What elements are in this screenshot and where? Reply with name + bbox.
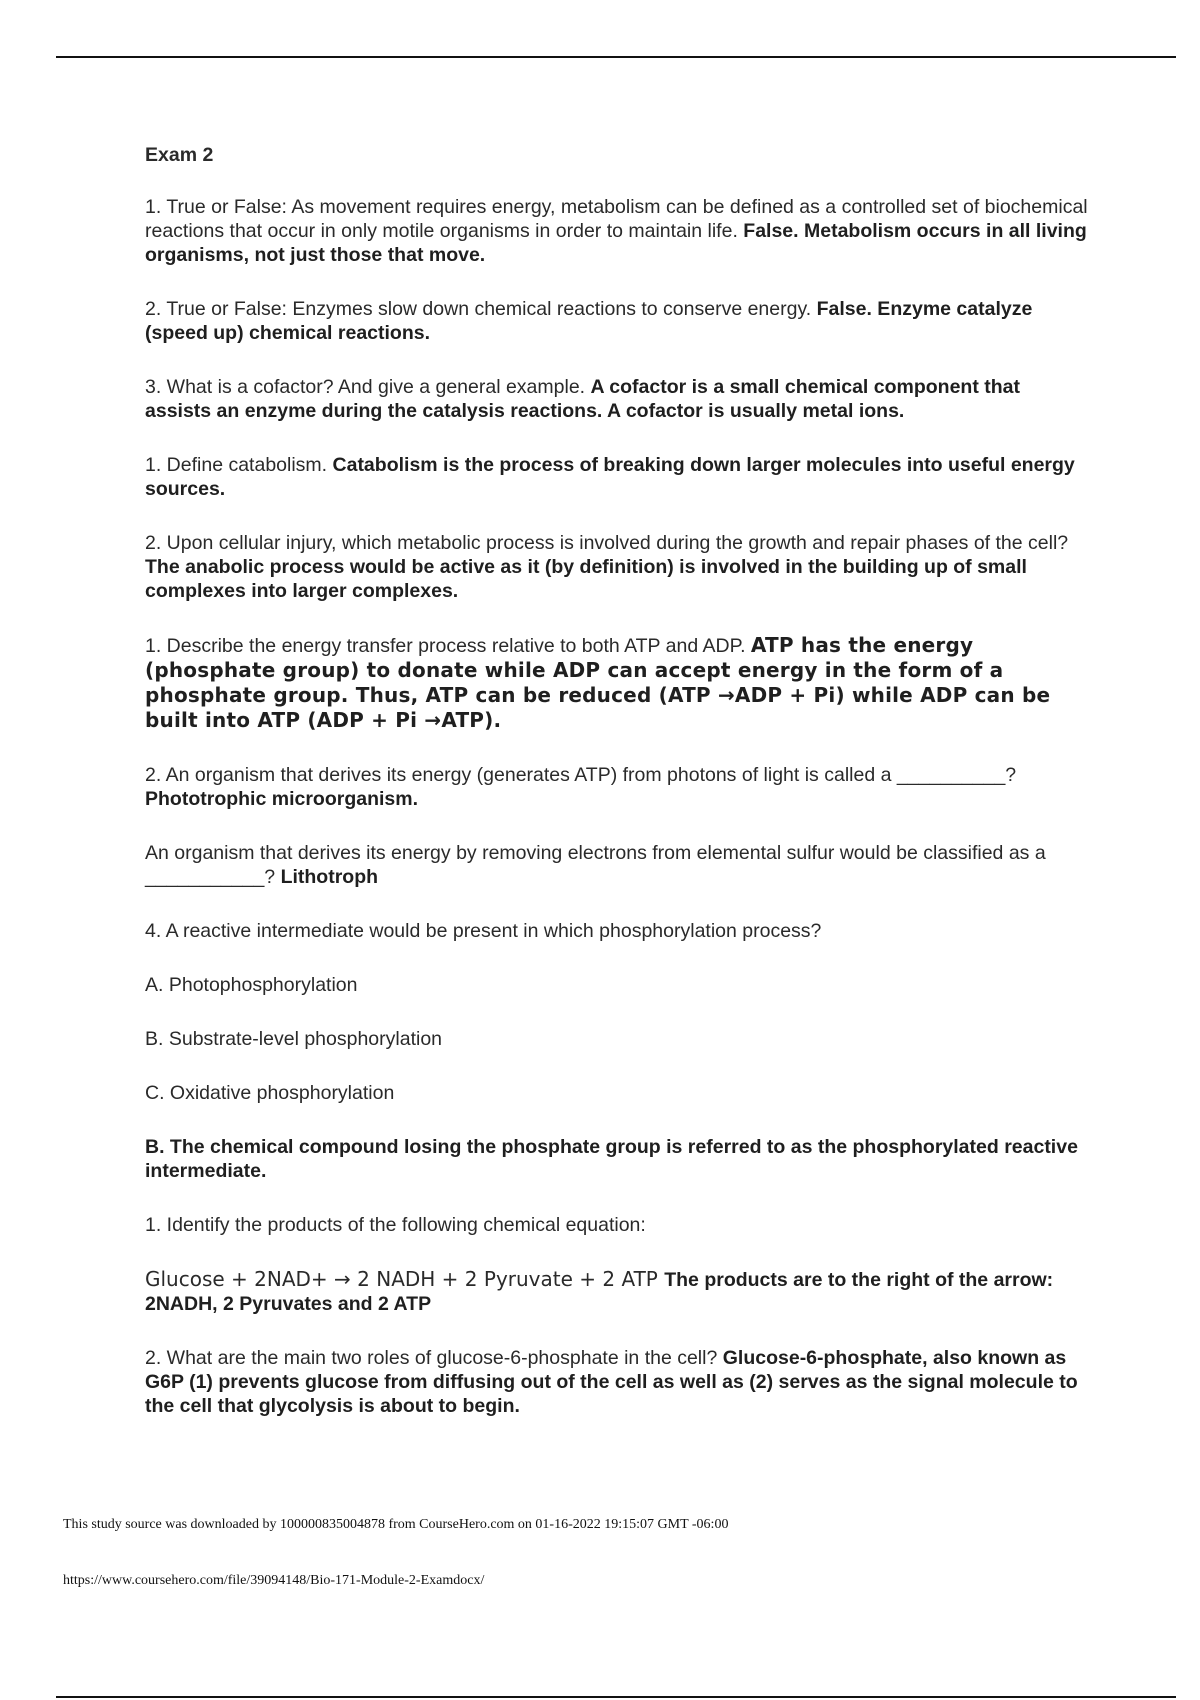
top-rule — [56, 56, 1176, 58]
answer-text: False. Metabolism occurs in all living organisms, not just those that move. — [145, 220, 1087, 266]
question-item — [145, 195, 1090, 267]
answer-text: The anabolic process would be active as it (by definition) is involved in the building up of small complexes into larger complexes. — [145, 556, 1027, 602]
question-item — [145, 763, 1090, 811]
question-text: 2. Upon cellular injury, which metabolic process is involved during the growth and repair phases of the cell? — [145, 532, 1069, 554]
option-a: A. Photophosphorylation — [145, 974, 358, 996]
options-answer — [145, 1135, 1090, 1183]
document-title: Exam 2 — [145, 144, 214, 166]
question-text: 2. What are the main two roles of glucose-6-phosphate in the cell? — [145, 1347, 723, 1369]
document-body — [145, 143, 1090, 1448]
question-item — [145, 453, 1090, 501]
answer-text: Glucose-6-phosphate, also known as G6P (1) prevents glucose from diffusing out of the cell as well as (2) serves as the signal molecule to the cell that glycolysis is about to begin. — [145, 1347, 1078, 1417]
question-text: An organism that derives its energy by removing electrons from elemental sulfur would be classified as a ___________? — [145, 842, 1046, 888]
question-item — [145, 297, 1090, 345]
question-text: 1. Describe the energy transfer process relative to both ATP and ADP. — [145, 635, 751, 657]
question-text: 3. What is a cofactor? And give a general example. — [145, 376, 591, 398]
answer-text: The products are to the right of the arrow: 2NADH, 2 Pyruvates and 2 ATP — [145, 1269, 1054, 1315]
question-text: 2. True or False: Enzymes slow down chemical reactions to conserve energy. — [145, 298, 817, 320]
answer-text: Catabolism is the process of breaking down larger molecules into useful energy sources. — [145, 454, 1075, 500]
question-item — [145, 633, 1090, 733]
option-b: B. Substrate-level phosphorylation — [145, 1028, 443, 1050]
question-item — [145, 531, 1090, 603]
question-item — [145, 375, 1090, 423]
question-products: 1. Identify the products of the following chemical equation: — [145, 1214, 646, 1236]
answer-text: False. Enzyme catalyze (speed up) chemical reactions. — [145, 298, 1033, 344]
answer-text: Lithotroph — [280, 866, 379, 888]
answer-text: Phototrophic microorganism. — [145, 788, 419, 810]
question-item — [145, 1346, 1090, 1418]
source-url[interactable]: https://www.coursehero.com/file/39094148/Bio-171-Module-2-Examdocx/ — [63, 1573, 485, 1588]
answer-text: A cofactor is a small chemical component that assists an enzyme during the catalysis reactions. A cofactor is usually metal ions. — [145, 376, 1020, 422]
chemical-equation: Glucose + 2NAD+ → 2 NADH + 2 Pyruvate + 2 ATP — [145, 1267, 665, 1291]
question-text: 2. An organism that derives its energy (generates ATP) from photons of light is called a __________? — [145, 764, 1017, 786]
option-c: C. Oxidative phosphorylation — [145, 1082, 395, 1104]
question-text: 4. A reactive intermediate would be present in which phosphorylation process? — [145, 920, 822, 942]
answer-text: ATP has the energy (phosphate group) to donate while ADP can accept energy in the form of a phosphate group. Thus, ATP can be reduced (ATP →ADP + Pi) while ADP can be built into ATP (ADP + Pi →ATP). — [145, 633, 1051, 732]
bottom-rule — [56, 1696, 1176, 1698]
equation-item — [145, 1267, 1090, 1316]
answer-text: B. The chemical compound losing the phosphate group is referred to as the phosphorylated reactive intermediate. — [145, 1136, 1078, 1182]
question-text: 1. Define catabolism. — [145, 454, 333, 476]
download-notice: This study source was downloaded by 100000835004878 from CourseHero.com on 01-16-2022 19:15:07 GMT -06:00 — [63, 1517, 729, 1532]
question-item — [145, 919, 1090, 943]
question-item — [145, 841, 1090, 889]
question-text: 1. True or False: As movement requires energy, metabolism can be defined as a controlled set of biochemical reactions that occur in only motile organisms in order to maintain life. — [145, 196, 1088, 242]
